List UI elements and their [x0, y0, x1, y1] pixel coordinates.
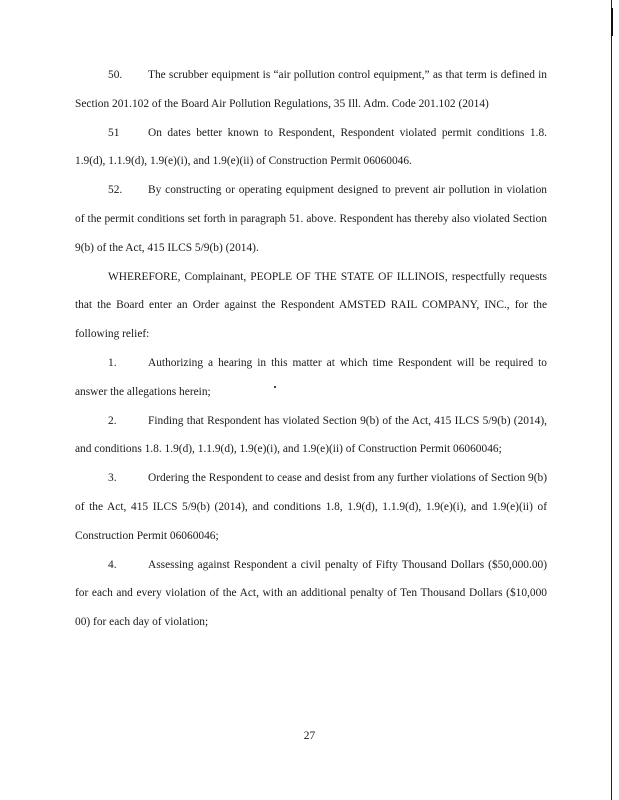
scan-speck — [274, 386, 276, 388]
page-number: 27 — [303, 730, 316, 742]
paragraph-51 — [75, 119, 547, 177]
relief-item-3 — [75, 464, 547, 550]
relief-item-2 — [75, 407, 547, 465]
paragraph-text: On dates better known to Respondent, Respondent violated permit conditions 1.8. 1.9(d), 1.1.9(d), 1.9(e)(i), and 1.9(e)(ii) of Construction Permit 06060046. — [75, 126, 547, 168]
relief-text: Assessing against Respondent a civil penalty of Fifty Thousand Dollars ($50,000.00) for each and every violation of the Act, with an additional penalty of Ten Thousand Dollars ($10,000 00) for each day of violation; — [75, 558, 547, 629]
relief-item-4 — [75, 551, 547, 637]
scan-edge-line — [611, 0, 612, 800]
relief-text: Ordering the Respondent to cease and desist from any further violations of Section 9(b) of the Act, 415 ILCS 5/9(b) (2014), and conditions 1.8, 1.9(d), 1.1.9(d), 1.9(e)(i), and 1.9(e)(ii) of Construction Permit 06060046; — [75, 472, 547, 542]
paragraph-number: 52. — [108, 184, 123, 197]
relief-text: Authorizing a hearing in this matter at which time Respondent will be required to answer the allegations herein; — [75, 356, 547, 398]
paragraph-52 — [75, 176, 547, 262]
relief-item-1 — [75, 349, 547, 407]
relief-number: 1. — [108, 356, 117, 369]
relief-number: 2. — [108, 414, 117, 427]
paragraph-number: 51 — [108, 126, 120, 139]
wherefore-paragraph — [75, 263, 547, 349]
paragraph-number: 50. — [108, 69, 123, 81]
relief-number: 3. — [108, 472, 117, 485]
paragraph-50 — [75, 61, 547, 119]
document-body — [75, 61, 547, 637]
paragraph-text: WHEREFORE, Complainant, PEOPLE OF THE STATE OF ILLINOIS, respectfully requests that the Board enter an Order against the Respondent AMSTED RAIL COMPANY, INC., for the following relief: — [75, 270, 547, 341]
paragraph-text: By constructing or operating equipment designed to prevent air pollution in violation of the permit conditions set forth in paragraph 51. above. Respondent has thereby also violated Section 9(b) of the Act, 415 ILCS 5/9(b) (2014). — [75, 184, 547, 254]
scan-edge-mark — [611, 8, 613, 36]
paragraph-text: The scrubber equipment is “air pollution control equipment,” as that term is defined in Section 201.102 of the Board Air Pollution Regulations, 35 Ill. Adm. Code 201.102 (2014) — [75, 69, 547, 110]
relief-number: 4. — [108, 558, 117, 571]
relief-text: Finding that Respondent has violated Section 9(b) of the Act, 415 ILCS 5/9(b) (2014), and conditions 1.8. 1.9(d), 1.1.9(d), 1.9(e)(i), and 1.9(e)(ii) of Construction Permit 06060046; — [75, 414, 547, 456]
